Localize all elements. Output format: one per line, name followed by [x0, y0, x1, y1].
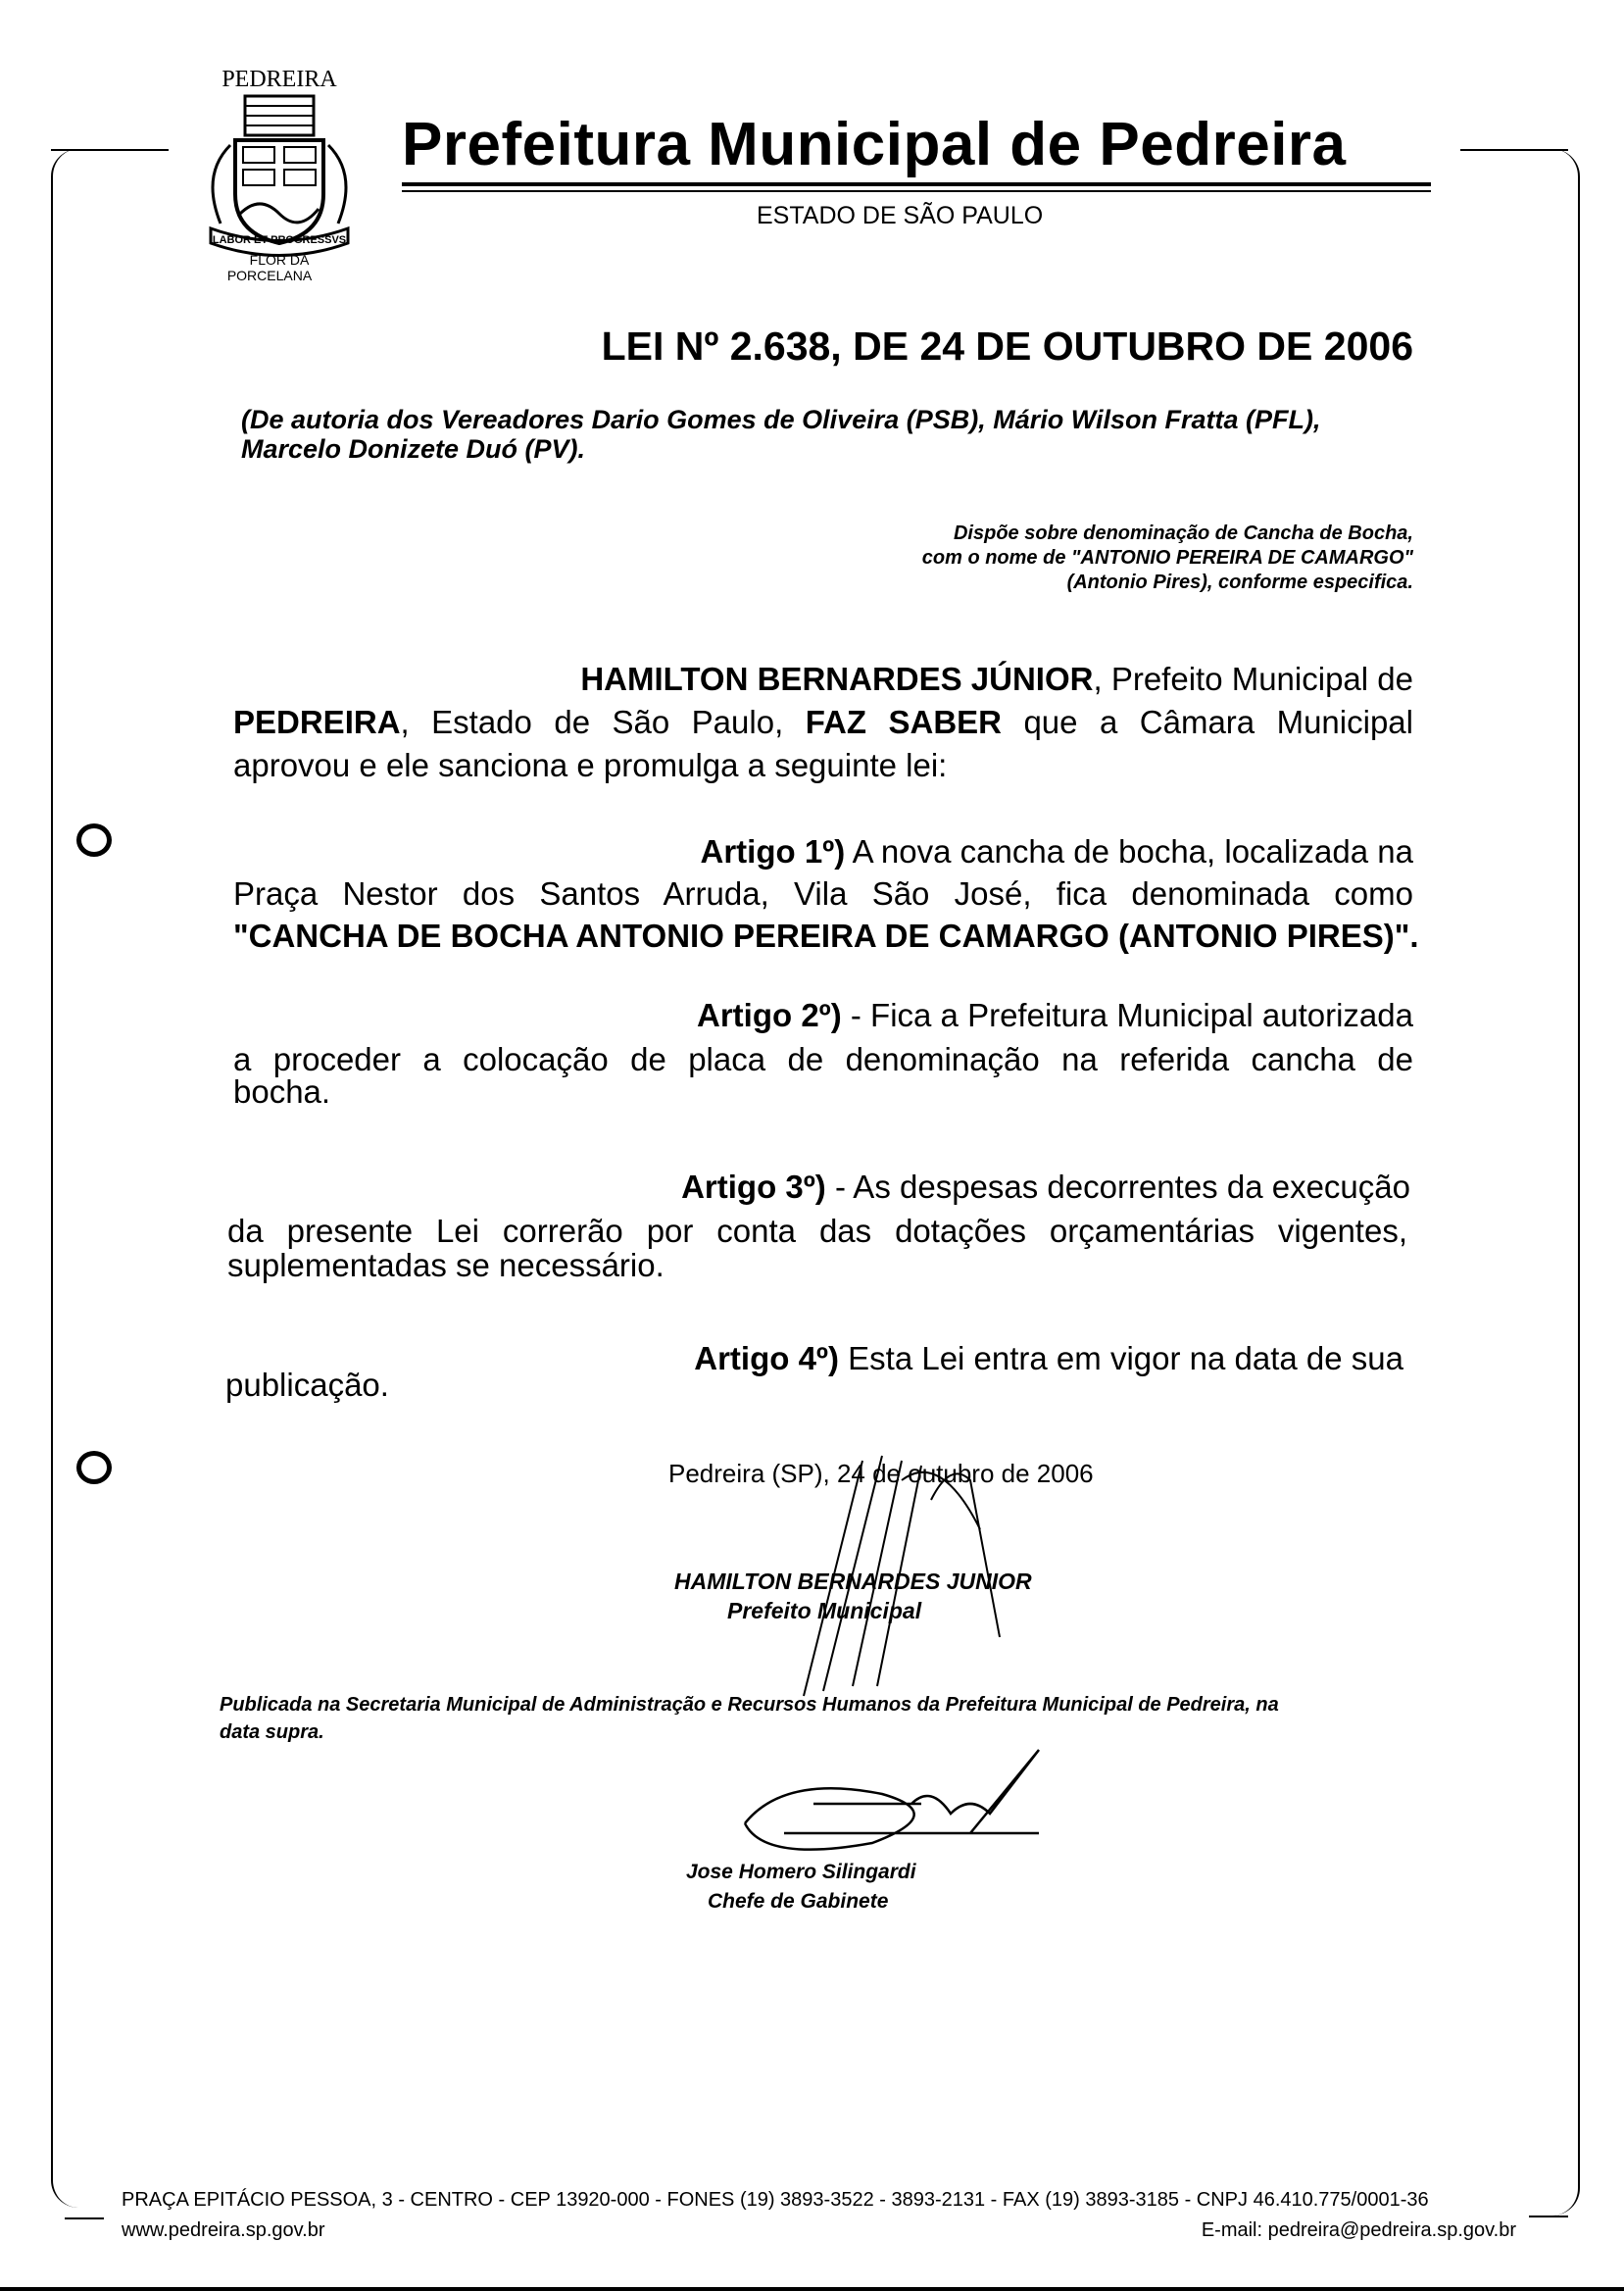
mayor-name: HAMILTON BERNARDES JÚNIOR: [580, 661, 1094, 697]
title-underline-thin: [402, 190, 1431, 192]
article-2-line-3: bocha.: [233, 1073, 331, 1110]
page-title: Prefeitura Municipal de Pedreira: [402, 111, 1347, 178]
publication-line-1: Publicada na Secretaria Municipal de Administração e Recursos Humanos da Prefeitura Municipal de Pedreira, na: [220, 1694, 1279, 1716]
signer-role: Prefeito Municipal: [727, 1598, 922, 1623]
authorship-line-1: (De autoria dos Vereadores Dario Gomes de Oliveira (PSB), Mário Wilson Fratta (PFL),: [241, 405, 1321, 434]
margin-mark: [76, 823, 112, 857]
article-1-line-2: Praça Nestor dos Santos Arruda, Vila São José, fica denominada como: [233, 875, 1413, 912]
law-title: LEI Nº 2.638, DE 24 DE OUTUBRO DE 2006: [601, 324, 1413, 369]
coat-of-arms-logo: [186, 57, 372, 282]
chief-role: Chefe de Gabinete: [708, 1890, 889, 1913]
article-4-line-2: publicação.: [225, 1367, 389, 1403]
frame-bottom-right: [1529, 2216, 1568, 2217]
footer-website[interactable]: www.pedreira.sp.gov.br: [122, 2219, 325, 2241]
authorship-line-2: Marcelo Donizete Duó (PV).: [241, 434, 586, 464]
article-1-line-1: Artigo 1º) A nova cancha de bocha, localizada na: [700, 833, 1413, 870]
title-underline-thick: [402, 182, 1431, 186]
article-2-line-2: a proceder a colocação de placa de denominação na referida cancha de: [233, 1041, 1413, 1077]
summary-line-1: Dispõe sobre denominação de Cancha de Bocha,: [953, 523, 1413, 544]
article-1-line-3: "CANCHA DE BOCHA ANTONIO PEREIRA DE CAMARGO (ANTONIO PIRES)".: [233, 918, 1419, 954]
article-3-line-2: da presente Lei correrão por conta das dotações orçamentárias vigentes,: [227, 1213, 1407, 1249]
chief-name: Jose Homero Silingardi: [686, 1861, 916, 1883]
place-date: Pedreira (SP), 24 de outubro de 2006: [668, 1459, 1094, 1488]
frame-bottom-left: [65, 2217, 104, 2219]
footer-address: PRAÇA EPITÁCIO PESSOA, 3 - CENTRO - CEP 13920-000 - FONES (19) 3893-3522 - 3893-2131 - FAX (19) 3893-3185 - CNPJ 46.410.775/0001-36: [122, 2189, 1429, 2211]
footer-email[interactable]: E-mail: pedreira@pedreira.sp.gov.br: [1201, 2219, 1516, 2241]
preamble-line-2: PEDREIRA, Estado de São Paulo, FAZ SABER que a Câmara Municipal: [233, 704, 1413, 740]
preamble-line-1: HAMILTON BERNARDES JÚNIOR, Prefeito Municipal de: [580, 661, 1413, 697]
publication-line-2: data supra.: [220, 1721, 324, 1743]
frame-right: [1549, 149, 1580, 2216]
summary-line-2: com o nome de "ANTONIO PEREIRA DE CAMARGO": [921, 547, 1413, 569]
svg-text:PORCELANA: PORCELANA: [226, 268, 313, 282]
svg-text:PEDREIRA: PEDREIRA: [221, 67, 337, 92]
svg-text:FLOR DA: FLOR DA: [249, 252, 310, 268]
margin-mark: [76, 1451, 112, 1484]
signer-name: HAMILTON BERNARDES JUNIOR: [674, 1569, 1032, 1594]
preamble-line-3: aprovou e ele sanciona e promulga a seguinte lei:: [233, 747, 948, 783]
article-2-line-1: Artigo 2º) - Fica a Prefeitura Municipal autorizada: [697, 997, 1413, 1033]
svg-text:LABOR ET PROGRESSVS: LABOR ET PROGRESSVS: [212, 234, 347, 246]
article-4-line-1: Artigo 4º) Esta Lei entra em vigor na data de sua: [694, 1340, 1403, 1376]
frame-left: [51, 149, 82, 2208]
scan-bottom-edge: [0, 2287, 1624, 2291]
summary-line-3: (Antonio Pires), conforme especifica.: [1066, 572, 1413, 593]
article-3-line-1: Artigo 3º) - As despesas decorrentes da execução: [681, 1169, 1410, 1205]
article-3-line-3: suplementadas se necessário.: [227, 1247, 664, 1283]
state-subtitle: ESTADO DE SÃO PAULO: [757, 202, 1044, 229]
